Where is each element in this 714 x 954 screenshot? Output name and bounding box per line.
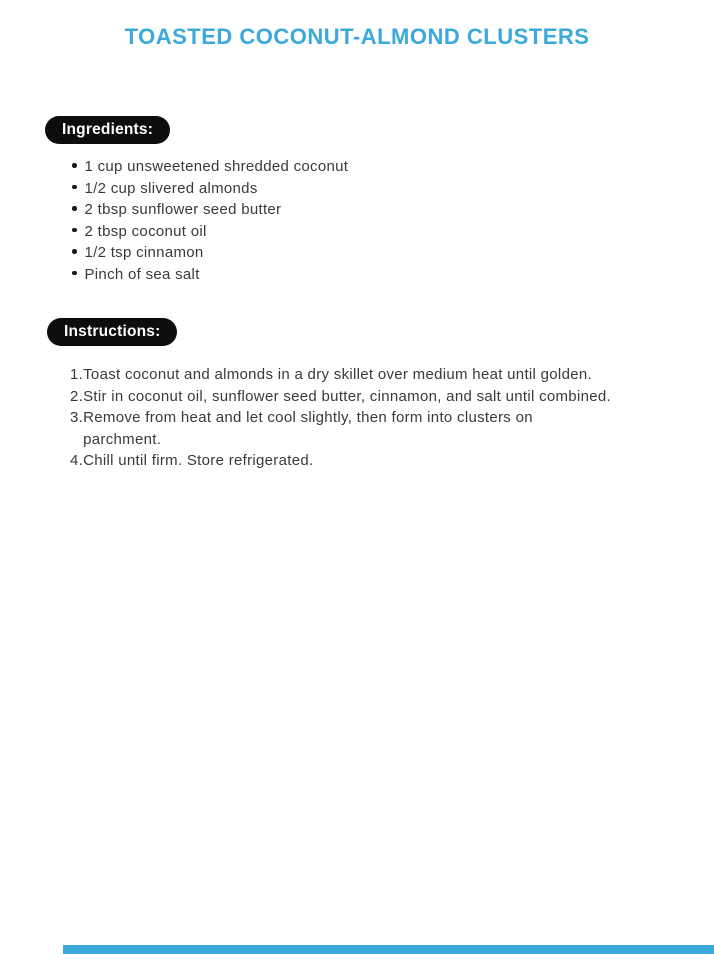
bullet-icon bbox=[72, 249, 77, 254]
instructions-list bbox=[70, 364, 615, 472]
step-number: 2. bbox=[70, 387, 84, 405]
footer-accent-bar bbox=[63, 945, 714, 954]
step-number: 4. bbox=[70, 452, 84, 469]
ingredient-text: 2 tbsp coconut oil bbox=[84, 222, 207, 240]
ingredient-text: Pinch of sea salt bbox=[84, 265, 200, 283]
ingredient-item bbox=[0, 199, 348, 221]
bullet-icon bbox=[72, 163, 77, 168]
instruction-step bbox=[70, 364, 615, 386]
ingredient-text: 1/2 tsp cinnamon bbox=[84, 244, 204, 262]
step-text: Chill until firm. Store refrigerated. bbox=[83, 452, 314, 469]
ingredient-item bbox=[0, 156, 348, 178]
bullet-icon bbox=[72, 271, 77, 276]
bullet-icon bbox=[72, 206, 77, 211]
bullet-icon bbox=[72, 228, 77, 233]
ingredients-list bbox=[0, 156, 348, 286]
instruction-step bbox=[70, 450, 615, 472]
bullet-icon bbox=[72, 185, 77, 190]
instruction-step bbox=[70, 386, 615, 408]
ingredient-item bbox=[0, 242, 348, 264]
ingredients-heading: Ingredients: bbox=[45, 116, 170, 144]
ingredient-text: 2 tbsp sunflower seed butter bbox=[84, 201, 282, 219]
ingredient-item bbox=[0, 221, 348, 243]
ingredient-item bbox=[0, 264, 348, 286]
ingredient-text: 1 cup unsweetened shredded coconut bbox=[84, 158, 349, 175]
step-number: 1. bbox=[70, 366, 84, 383]
step-text: Stir in coconut oil, sunflower seed butter, cinnamon, and salt until combined. bbox=[83, 387, 611, 405]
instruction-step bbox=[70, 407, 615, 450]
page-title: TOASTED COCONUT-ALMOND CLUSTERS bbox=[124, 24, 590, 49]
step-number: 3. bbox=[70, 409, 84, 426]
ingredient-item bbox=[0, 178, 348, 200]
step-text: Remove from heat and let cool slightly, then form into clusters on parchment. bbox=[83, 409, 533, 448]
ingredient-text: 1/2 cup slivered almonds bbox=[84, 179, 258, 197]
step-text: Toast coconut and almonds in a dry skillet over medium heat until golden. bbox=[83, 366, 592, 383]
instructions-heading: Instructions: bbox=[47, 318, 177, 346]
